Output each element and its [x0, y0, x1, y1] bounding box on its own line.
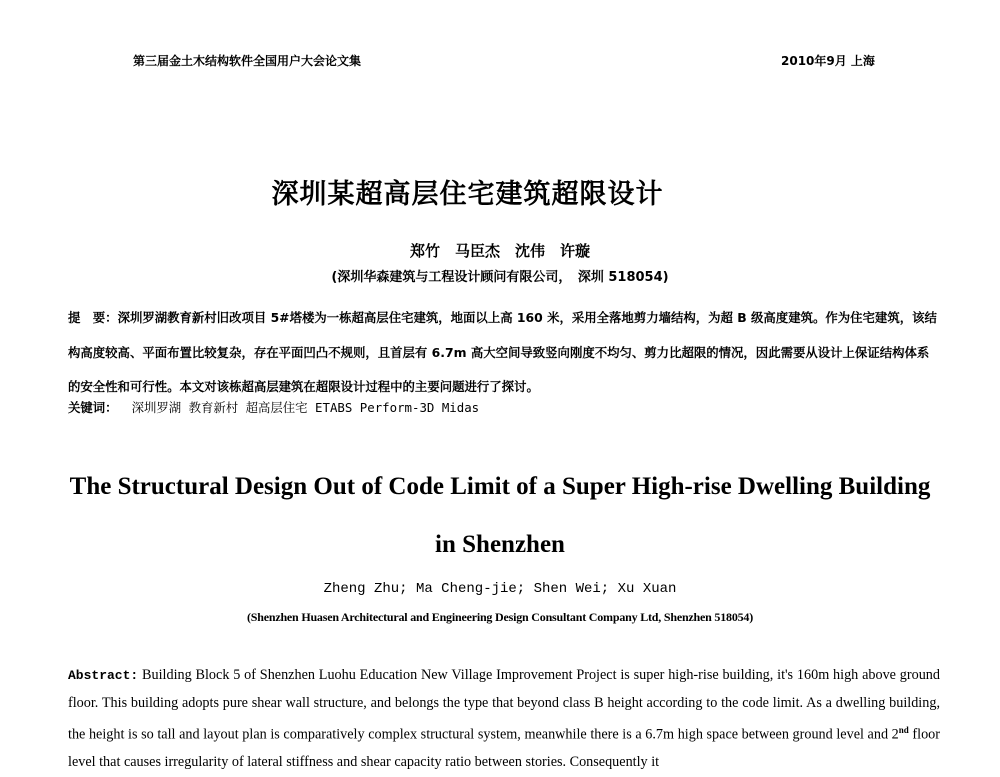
english-affiliation: (Shenzhen Huasen Architectural and Engineering Design Consultant Company Ltd, Shenzhen 518054): [246, 610, 754, 624]
english-title: [0, 458, 1000, 574]
chinese-keywords: [68, 398, 479, 416]
english-title-line-2: in Shenzhen: [435, 531, 565, 558]
chinese-authors: 郑竹 马臣杰 沈伟 许璇: [409, 242, 590, 260]
english-abstract-text-b: floor level that causes irregularity of lateral stiffness and shear capacity ratio between stories. Consequently it: [68, 726, 940, 771]
running-header-date-place: 2010年9月 上海: [781, 54, 875, 68]
chinese-keywords-values: 深圳罗湖 教育新村 超高层住宅 ETABS Perform-3D Midas: [131, 400, 480, 415]
running-header-conference: 第三届金土木结构软件全国用户大会论文集: [133, 54, 362, 68]
english-abstract-text-a: Building Block 5 of Shenzhen Luohu Education New Village Improvement Project is super high-rise building, it's 160m high above ground floor. This building adopts pure shear wall structure, and belongs the type that beyond class B height according to the code limit. As a dwelling building, the height is so tall and layout plan is comparatively complex structural system, meanwhile there is a 6.7m high space between ground level and 2: [68, 667, 940, 743]
english-authors: Zheng Zhu; Ma Cheng-jie; Shen Wei; Xu Xuan: [323, 581, 677, 597]
english-abstract-label: Abstract:: [68, 668, 139, 683]
chinese-abstract-label: 提 要：: [68, 310, 118, 325]
chinese-keywords-label: 关键词：: [68, 400, 118, 415]
chinese-title: 深圳某超高层住宅建筑超限设计: [271, 179, 664, 210]
chinese-affiliation: (深圳华森建筑与工程设计顾问有限公司， 深圳 518054): [331, 270, 669, 285]
english-abstract-superscript: nd: [898, 725, 909, 735]
english-title-line-1: The Structural Design Out of Code Limit of a Super High-rise Dwelling Building: [69, 473, 931, 500]
chinese-abstract: [68, 301, 940, 405]
chinese-abstract-text: 深圳罗湖教育新村旧改项目 5#塔楼为一栋超高层住宅建筑，地面以上高 160 米，采用全落地剪力墙结构，为超 B 级高度建筑。作为住宅建筑，该结构高度较高、平面布置比较复杂，存在平面凹凸不规则，且首层有 6.7m 高大空间导致竖向刚度不均匀、剪力比超限的情况，因此需要从设计上保证结构体系的安全性和可行性。本文对该栋超高层建筑在超限设计过程中的主要问题进行了探讨。: [68, 310, 937, 394]
